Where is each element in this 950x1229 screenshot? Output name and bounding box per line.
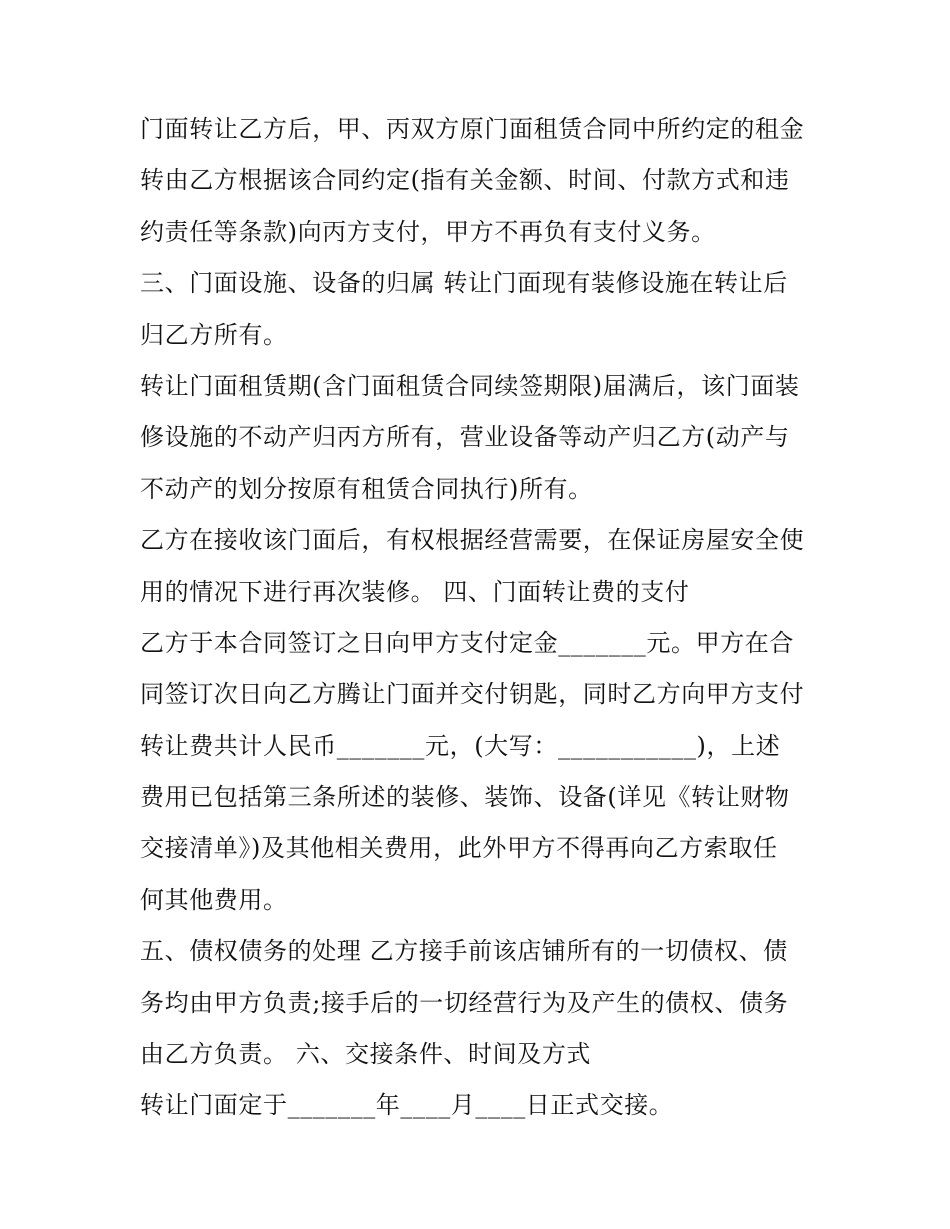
- text-line: 乙方于本合同签订之日向甲方支付定金_______元。甲方在合: [140, 628, 794, 657]
- text-line: 转让门面租赁期(含门面租赁合同续签期限)届满后，该门面装: [140, 371, 800, 400]
- text-line: 何其他费用。: [140, 885, 288, 914]
- document-body: [140, 104, 820, 1132]
- text-line: 用的情况下进行再次装修。 四、门面转让费的支付: [140, 577, 690, 606]
- text-line: 转让费共计人民币_______元，(大写：___________)，上述: [140, 731, 781, 760]
- text-line: 转让门面定于_______年____月____日正式交接。: [140, 1091, 674, 1120]
- text-line: 三、门面设施、设备的归属 转让门面现有装修设施在转让后: [140, 269, 788, 298]
- text-line: 由乙方负责。 六、交接条件、时间及方式: [140, 1040, 592, 1069]
- text-line: 门面转让乙方后，甲、丙双方原门面租赁合同中所约定的租金: [140, 115, 805, 143]
- text-line: 转由乙方根据该合同约定(指有关金额、时间、付款方式和违: [140, 166, 790, 195]
- text-line: 务均由甲方负责;接手后的一切经营行为及产生的债权、债务: [140, 988, 789, 1017]
- text-line: 修设施的不动产归丙方所有，营业设备等动产归乙方(动产与: [140, 423, 790, 452]
- text-line: 约责任等条款)向丙方支付，甲方不再负有支付义务。: [140, 217, 716, 246]
- text-line: 归乙方所有。: [140, 320, 288, 349]
- text-line: 不动产的划分按原有租赁合同执行)所有。: [140, 474, 593, 503]
- text-line: 同签订次日向乙方腾让门面并交付钥匙，同时乙方向甲方支付: [140, 680, 805, 709]
- text-line: 费用已包括第三条所述的装修、装饰、设备(详见《转让财物: [140, 783, 790, 812]
- text-line: 交接清单》)及其他相关费用，此外甲方不得再向乙方索取任: [140, 834, 778, 863]
- text-line: 乙方在接收该门面后，有权根据经营需要，在保证房屋安全使: [140, 526, 805, 555]
- text-line: 五、债权债务的处理 乙方接手前该店铺所有的一切债权、债: [140, 937, 788, 966]
